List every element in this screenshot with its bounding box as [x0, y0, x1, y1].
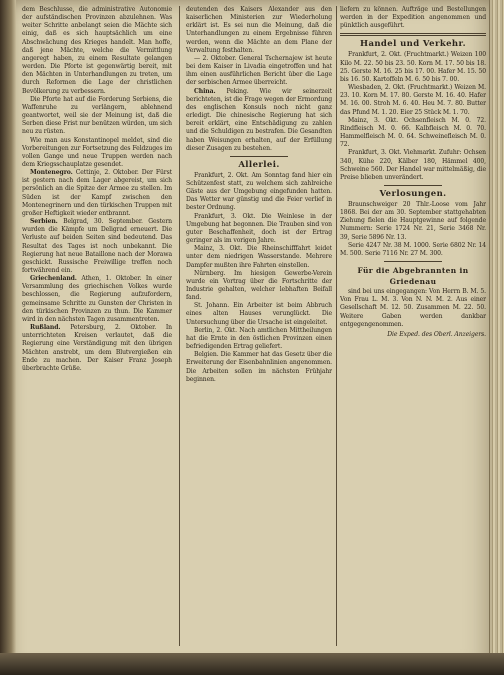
paragraph: Die Pforte hat auf die Forderung Serbiens, die Waffenruhe zu verlängern, ablehnend geantwortet, weil sie der Meinung ist, daß die Serben diese Frist nur benützen würden, um sich neu zu rüsten. [22, 95, 172, 136]
divider [230, 156, 288, 157]
divider [340, 33, 486, 36]
news-item: Mainz, 3. Okt. Die Rheinschifffahrt leidet unter dem niedrigen Wasserstande. Mehrere Dampfer mußten ihre Fahrten einstellen. [186, 245, 332, 269]
market-item: Wiesbaden, 2. Okt. (Fruchtmarkt.) Weizen M. 23. 10. Korn M. 17. 80. Gerste M. 16. 40. Hafer M. 16. 00. Stroh M. 6. 40. Heu M. 7. 80. Butter das Pfund M. 1. 20. Eier 25 Stück M. 1. 70. [340, 84, 486, 116]
news-item: St. Johann. Ein Arbeiter ist beim Abbruch eines alten Hauses verunglückt. Die Untersuchung über die Ursache ist eingeleitet. [186, 302, 332, 326]
market-item: Frankfurt, 3. Okt. Viehmarkt. Zufuhr: Ochsen 340, Kühe 220, Kälber 180, Hämmel 400, Schweine 560. Der Handel war mittelmäßig, die Preise blieben unverändert. [340, 149, 486, 181]
paragraph: Wie man aus Konstantinopel meldet, sind die Vorbereitungen zur Fortsetzung des Feldzuges im vollen Gange und neue Truppen werden nach dem Kriegsschauplatze gesendet. [22, 136, 172, 168]
section-heading: Montenegro. [30, 169, 73, 177]
news-item: Berlin, 2. Okt. Nach amtlichen Mittheilungen hat die Ernte in den östlichen Provinzen einen befriedigenden Ertrag geliefert. [186, 326, 332, 351]
market-item: Mainz, 3. Okt. Ochsenfleisch M. 0. 72. Rindfleisch M. 0. 66. Kalbfleisch M. 0. 70. Hammelfleisch M. 0. 64. Schweinefleisch M. 0. 72. [340, 116, 486, 149]
section-serbien [22, 218, 172, 275]
section-text: Peking. Wie wir seinerzeit berichteten, ist die Frage wegen der Ermordung des englischen Konsuls noch nicht ganz erledigt. Die chinesische Regierung hat sich bereit erklärt, eine Entschädigung zu zahlen und die Schuldigen zu bestrafen. Die Gesandten haben Weisungen erhalten, auf der Erfüllung dieser Zusagen zu bestehen. [186, 87, 332, 152]
section-heading-verlosungen: Verlosungen. [379, 188, 447, 199]
bottom-shadow [0, 653, 504, 675]
news-item: Frankfurt, 2. Okt. Am Sonntag fand hier ein Schützenfest statt, zu welchem sich zahlreiche Gäste aus der Umgebung eingefunden hatten. Das Wetter war günstig und die Feier verlief in bester Ordnung. [186, 171, 332, 212]
column-1 [22, 6, 172, 646]
signature-line: Die Exped. des Oberl. Anzeigers. [387, 330, 486, 338]
section-text: Belgrad, 30. September. Gestern wurden die Kämpfe um Deligrad erneuert. Die Verluste auf beiden Seiten sind bedeutend. Das Resultat des Tages ist noch unbekannt. Die Regierung hat neue Bataillone nach der Morawa geschickt. Russische Freiwillige treffen noch fortwährend ein. [22, 218, 172, 274]
section-heading-abgebrannten: Für die Abgebrannten in Griedenau [357, 266, 469, 287]
column-divider [179, 6, 180, 646]
book-spine [0, 0, 16, 675]
section-china [186, 88, 332, 153]
section-text: Cettinje, 2. Oktober. Der Fürst ist gestern nach dem Lager abgereist, um sich persönlich an die Spitze der Armee zu stellen. Im Süden ist der Kampf zwischen den Montenegrinern und den türkischen Truppen mit großer Heftigkeit wieder entbrannt. [22, 169, 172, 217]
paragraph: dem Beschlusse, die administrative Autonomie der aufständischen Provinzen abzulehnen. Was weiter Schritte anbelangt seien die Mächte sich einig, daß es sich hauptsächlich um eine Abschwächung des Krieges handelt. Man hoffe, daß jene Mächte, welche die Vermittlung angeregt haben, zu einem Resultate gelangen werden. Die Pforte ist gegenwärtig bereit, mit den Mächten in Unterhandlungen zu treten, um durch Reformen die Lage der christlichen Bevölkerung zu verbessern. [22, 6, 172, 95]
section-heading-handel: Handel und Verkehr. [360, 39, 466, 50]
news-item: Frankfurt, 3. Okt. Die Weinlese in der Umgebung hat begonnen. Die Trauben sind von guter Beschaffenheit, doch ist der Ertrag geringer als im vorigen Jahre. [186, 212, 332, 245]
paragraph: — 2. Oktober. General Tschernajew ist heute bei dem Kaiser in Livadia eingetroffen und hat ihm einen ausführlichen Bericht über die Lage der serbischen Armee überreicht. [186, 54, 332, 87]
column-2 [186, 6, 332, 646]
section-heading: Serbien. [30, 218, 58, 226]
column-divider [336, 6, 337, 646]
section-text: Athen, 1. Oktober. In einer Versammlung des griechischen Volkes wurde beschlossen, die Regierung aufzufordern, gemeinsame Schritte zu Gunsten der Christen in den türkischen Provinzen zu thun. Die Kammer wird in den nächsten Tagen zusammentreten. [22, 275, 172, 323]
news-item: Nürnberg. Im hiesigen Gewerbe-Verein wurde ein Vortrag über die Fortschritte der Industrie gehalten, welcher lebhaften Beifall fand. [186, 269, 332, 302]
section-heading: Griechenland. [30, 275, 77, 283]
section-heading: China. [194, 87, 216, 95]
section-griechenland [22, 275, 172, 324]
section-montenegro [22, 169, 172, 218]
news-heading: Allerlei. [238, 159, 280, 170]
news-item: Belgien. Die Kammer hat das Gesetz über die Erweiterung der Eisenbahnlinien angenommen. Die Arbeiten sollen im nächsten Frühjahr beginnen. [186, 351, 332, 383]
page-edge [489, 0, 504, 675]
section-heading: Rußland. [30, 324, 61, 332]
section-russland [22, 324, 172, 373]
divider [384, 261, 442, 262]
donation-item: sind bei uns eingegangen: Von Herrn B. M. 5. Von Frau L. M. 3. Von N. N. M. 2. Aus einer Gesellschaft M. 12. 50. Zusammen M. 22. 50. Weitere Gaben werden dankbar entgegengenommen. [340, 288, 486, 328]
paragraph: liefern zu können. Aufträge und Bestellungen werden in der Expedition angenommen und pünktlich ausgeführt. [340, 6, 486, 30]
market-item: Frankfurt, 2. Okt. (Fruchtmarkt.) Weizen 100 Kilo M. 22. 50 bis 23. 50. Korn M. 17. 50 bis 18. 25. Gerste M. 16. 25 bis 17. 00. Hafer M. 15. 50 bis 16. 50. Kartoffeln M. 6. 50 bis 7. 00. [340, 51, 486, 83]
lottery-item: Serie 4247 Nr. 38 M. 1000. Serie 6802 Nr. 14 M. 500. Serie 7116 Nr. 27 M. 300. [340, 241, 486, 257]
divider [384, 185, 442, 186]
paragraph: deutenden des Kaisers Alexander aus den kaiserlichen Ministerien zur Wiederholung erklärt ist. Es sei nun die Meinung, daß die Unterhandlungen zu einem Ergebnisse führen werden, wenn die Mächte an dem Plane der Verwaltung festhalten. [186, 6, 332, 54]
column-3 [340, 6, 486, 646]
section-text: Petersburg, 2. Oktober. In unterrichteten Kreisen verlautet, daß die Regierung eine Verständigung mit den übrigen Mächten anstrebt, um dem Blutvergießen ein Ende zu machen. Der Kaiser Franz Joseph überbrachte Grüße. [22, 324, 172, 372]
lottery-item: Braunschweiger 20 Thlr.-Loose vom Jahr 1868. Bei der am 30. September stattgehabten Ziehung fielen die Hauptgewinne auf folgende Nummern: Serie 1724 Nr. 21, Serie 3468 Nr. 39, Serie 5896 Nr. 13. [340, 200, 486, 241]
